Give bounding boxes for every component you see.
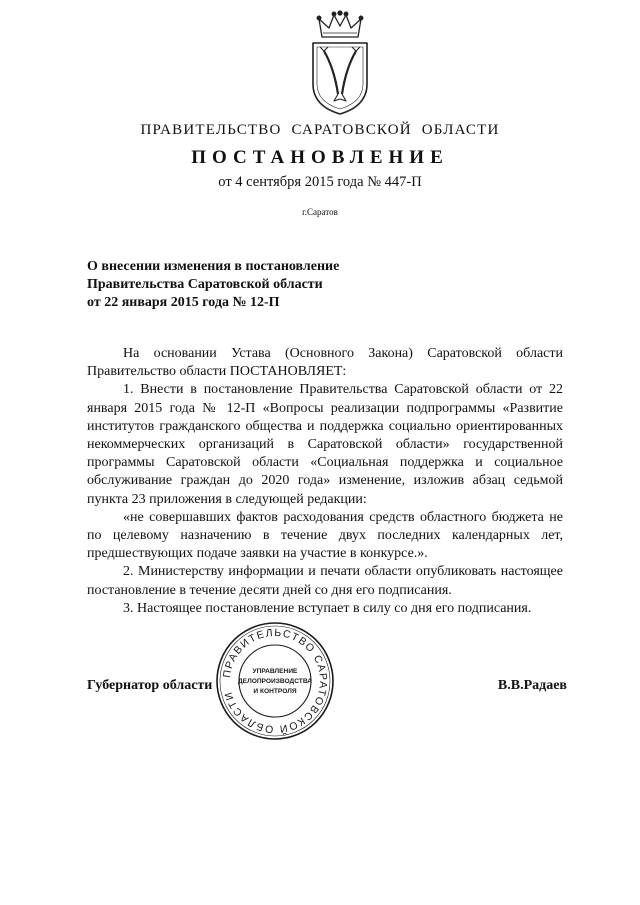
document-type: ПОСТАНОВЛЕНИЕ: [191, 147, 449, 168]
subject-line: от 22 января 2015 года № 12-П: [87, 295, 280, 310]
stamp-center-line: ДЕЛОПРОИЗВОДСТВА: [237, 678, 313, 685]
document-body: [87, 345, 563, 618]
body-paragraph: 2. Министерству информации и печати области опубликовать настоящее постановление в течение десяти дней со дня его подписания.: [87, 564, 563, 598]
subject-line: О внесении изменения в постановление: [87, 259, 340, 274]
signatory-name: В.В.Радаев: [497, 678, 567, 693]
document-date-number: от 4 сентября 2015 года № 447-П: [218, 174, 422, 190]
stamp-center-line: И КОНТРОЛЯ: [253, 688, 297, 695]
stamp-ring-text: ПРАВИТЕЛЬСТВО САРАТОВСКОЙ ОБЛАСТИ: [220, 626, 330, 736]
signatory-role: Губернатор области: [87, 678, 213, 693]
body-paragraph: 3. Настоящее постановление вступает в силу со дня его подписания.: [123, 600, 532, 616]
document-subject: [87, 258, 447, 312]
subject-line: Правительства Саратовской области: [87, 277, 323, 292]
body-paragraph: 1. Внести в постановление Правительства Саратовской области от 22 января 2015 года № 12-П «Вопросы реализации подпрограммы «Развитие институтов гражданского общества и поддержка социально ориентированных некоммерческих организаций в Саратовской области» государственной программы Саратовской области «Социальная поддержка и социальное обслуживание граждан до 2020 года» изменение, изложив абзац седьмой пункта 23 приложения в следующей редакции:: [87, 382, 563, 507]
body-paragraph: «не совершавших фактов расходования средств областного бюджета не по целевому назначению в течение двух последних календарных лет, предшествующих подаче заявки на участие в конкурсе.».: [87, 509, 563, 562]
body-paragraph: На основании Устава (Основного Закона) Саратовской области Правительство области ПОСТАНОВЛЯЕТ:: [87, 346, 563, 380]
document-city: г.Саратов: [302, 207, 338, 217]
official-stamp: [214, 620, 336, 742]
stamp-center-line: УПРАВЛЕНИЕ: [252, 668, 298, 675]
government-title: ПРАВИТЕЛЬСТВО САРАТОВСКОЙ ОБЛАСТИ: [140, 122, 500, 138]
coat-of-arms-icon: [304, 10, 376, 118]
